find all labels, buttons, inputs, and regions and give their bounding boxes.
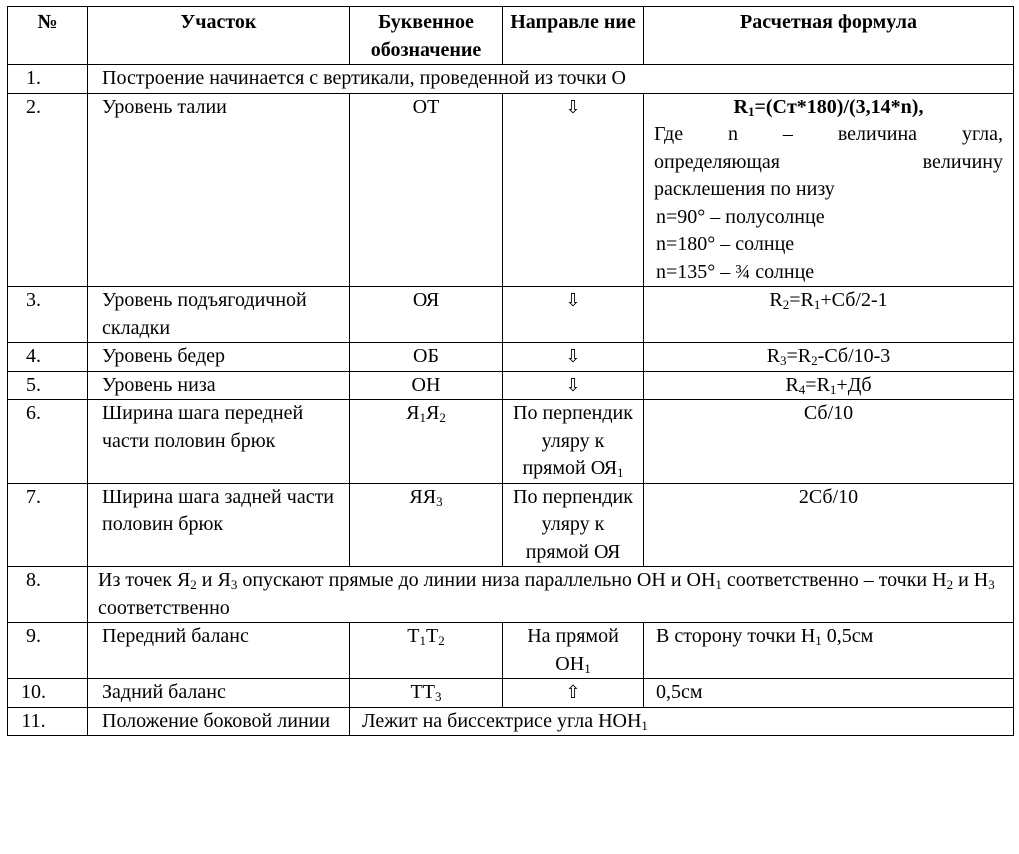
row-formula: $R_4=R_1+Дб$ (644, 371, 1014, 400)
row-direction (503, 679, 644, 708)
row-number: 7. (8, 483, 88, 567)
table-row (8, 400, 1014, 484)
row-direction: По перпендик уляру к прямой ОЯ (503, 483, 644, 567)
row-section: Уровень подъягодичной складки (88, 287, 350, 343)
row-direction: По перпендик уляру к прямой $ОЯ_1$ (503, 400, 644, 484)
row-letter: ОЯ (350, 287, 503, 343)
header-formula: Расчетная формула (644, 7, 1014, 65)
formula-line: расклешения по низу (654, 178, 835, 200)
row-section: Задний баланс (88, 679, 350, 708)
table-row (8, 707, 1014, 736)
table-row (8, 93, 1014, 287)
row-number: 9. (8, 623, 88, 679)
table-row (8, 371, 1014, 400)
arrow-down-icon: ⇩ (565, 96, 581, 118)
row-number: 4. (8, 343, 88, 372)
arrow-down-icon: ⇩ (565, 374, 581, 396)
header-letter: Буквенное обозначение (350, 7, 503, 65)
row-number: 11. (8, 707, 88, 736)
arrow-up-icon: ⇧ (565, 682, 581, 703)
header-direction: Направле ние (503, 7, 644, 65)
formula-line: n=90° – полусолнце (656, 205, 825, 228)
table-row (8, 287, 1014, 343)
row-number: 1. (8, 65, 88, 94)
formula-line: Где n – величина угла, (654, 123, 1003, 145)
table-row (8, 343, 1014, 372)
table-row (8, 679, 1014, 708)
row-direction (503, 93, 644, 287)
header-num: № (8, 7, 88, 65)
row-formula: 0,5см (644, 679, 1014, 708)
row-formula: 2Сб/10 (644, 483, 1014, 567)
row-letter: ОБ (350, 343, 503, 372)
row-text: Построение начинается с вертикали, проведенной из точки О (88, 65, 1014, 94)
arrow-down-icon: ⇩ (565, 290, 581, 311)
row-text: Лежит на биссектрисе угла $НОН_1$ (350, 707, 1014, 736)
table-row (8, 567, 1014, 623)
row-section: Ширина шага задней части половин брюк (88, 483, 350, 567)
formula-main: $R_1=(Cт*180)/(3,14*n)$, (733, 95, 924, 119)
row-letter: $ТТ_3$ (350, 679, 503, 708)
row-formula: Сб/10 (644, 400, 1014, 484)
row-formula: $R_3=R_2-Сб/10-3$ (644, 343, 1014, 372)
row-section: Уровень талии (88, 93, 350, 287)
header-section: Участок (88, 7, 350, 65)
row-letter: $Т_1Т_2$ (350, 623, 503, 679)
arrow-down-icon: ⇩ (565, 346, 581, 367)
header-row (8, 7, 1014, 65)
row-direction (503, 343, 644, 372)
row-number: 8. (8, 567, 88, 623)
row-number: 5. (8, 371, 88, 400)
table-row (8, 65, 1014, 94)
construction-table (7, 6, 1014, 736)
row-section: Ширина шага передней части половин брюк (88, 400, 350, 484)
row-section: Уровень бедер (88, 343, 350, 372)
row-section: Передний баланс (88, 623, 350, 679)
row-text: Из точек $Я_2$ и $Я_3$ опускают прямые до линии низа параллельно ОН и $ОН_1$ соответственно – точки $Н_2$ и $Н_3$ соответственно (88, 567, 1014, 623)
row-number: 3. (8, 287, 88, 343)
row-number: 10. (8, 679, 88, 708)
row-formula (644, 93, 1014, 287)
row-direction (503, 287, 644, 343)
row-letter: $Я_1Я_2$ (350, 400, 503, 484)
row-section: Положение боковой линии (88, 707, 350, 736)
table-row (8, 483, 1014, 567)
formula-line: определяющая величину (654, 150, 1003, 173)
row-direction: На прямой $ОН_1$ (503, 623, 644, 679)
formula-line: n=135° – ¾ солнце (656, 260, 815, 283)
table-row (8, 623, 1014, 679)
row-letter: ОН (350, 371, 503, 400)
row-section: Уровень низа (88, 371, 350, 400)
row-letter: $ЯЯ_3$ (350, 483, 503, 567)
row-number: 2. (8, 93, 88, 287)
row-number: 6. (8, 400, 88, 484)
row-direction (503, 371, 644, 400)
formula-line: n=180° – солнце (656, 233, 795, 255)
row-formula: $R_2=R_1+Сб/2-1$ (644, 287, 1014, 343)
row-formula: В сторону точки $Н_1$ 0,5см (644, 623, 1014, 679)
row-letter: ОТ (350, 93, 503, 287)
